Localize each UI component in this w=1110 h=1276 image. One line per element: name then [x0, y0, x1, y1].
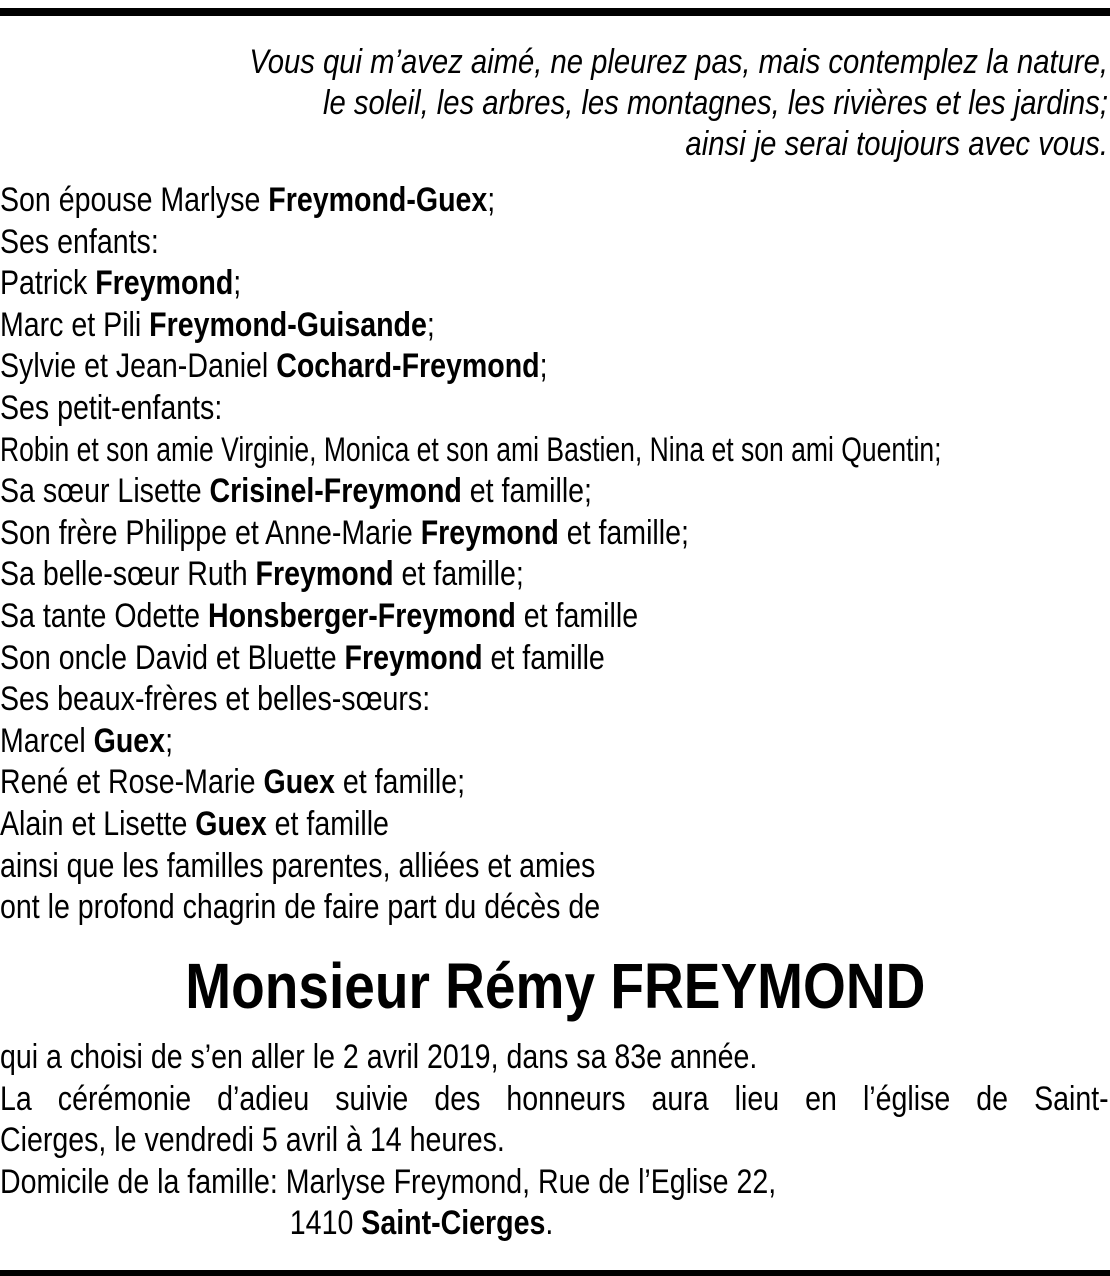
- details-word: Saint-: [1034, 1079, 1109, 1118]
- details-line: [0, 1079, 1109, 1121]
- details-word: honneurs: [506, 1079, 626, 1118]
- family-line: Robin et son amie Virginie, Monica et son ami Bastien, Nina et son ami Quentin;: [0, 430, 942, 469]
- details-word: l’église: [862, 1079, 951, 1118]
- family-line: Marcel Guex;: [0, 721, 174, 760]
- details-word: en: [805, 1079, 837, 1118]
- family-line: Ses enfants:: [0, 222, 159, 261]
- family-line: Sa belle-sœur Ruth Freymond et famille;: [0, 555, 524, 594]
- family-line: René et Rose-Marie Guex et famille;: [0, 763, 466, 802]
- quote-line: Vous qui m’avez aimé, ne pleurez pas, mais contemplez la nature,: [249, 43, 1108, 81]
- details-word: des: [434, 1079, 481, 1118]
- family-line: ont le profond chagrin de faire part du décès de: [0, 888, 601, 927]
- family-line: Sa tante Odette Honsberger-Freymond et famille: [0, 596, 639, 635]
- family-line: Alain et Lisette Guex et famille: [0, 804, 389, 843]
- family-line: Ses petit-enfants:: [0, 388, 223, 427]
- quote-line: le soleil, les arbres, les montagnes, les rivières et les jardins;: [323, 84, 1108, 122]
- details-line: Domicile de la famille: Marlyse Freymond, Rue de l’Eglise 22,: [0, 1162, 777, 1201]
- quote-line: ainsi je serai toujours avec vous.: [685, 125, 1108, 163]
- details-word: suivie: [335, 1079, 409, 1118]
- family-line: Sylvie et Jean-Daniel Cochard-Freymond;: [0, 347, 548, 386]
- top-rule: [0, 8, 1110, 16]
- family-line: Sa sœur Lisette Crisinel-Freymond et famille;: [0, 472, 593, 511]
- family-line: Marc et Pili Freymond-Guisande;: [0, 305, 435, 344]
- family-line: Ses beaux-frères et belles-sœurs:: [0, 680, 431, 719]
- ceremony-details: [0, 1037, 1110, 1245]
- deceased-name-text: Monsieur Rémy FREYMOND: [184, 950, 926, 1022]
- details-word: d’adieu: [217, 1079, 310, 1118]
- family-line: ainsi que les familles parentes, alliées et amies: [0, 846, 596, 885]
- details-word: aura: [651, 1079, 709, 1118]
- postcode: 1410: [289, 1204, 362, 1243]
- family-list: [0, 180, 1110, 929]
- details-word: de: [976, 1079, 1009, 1118]
- details-line: Cierges, le vendredi 5 avril à 14 heures.: [0, 1121, 505, 1160]
- details-word: cérémonie: [57, 1079, 192, 1118]
- details-word: lieu: [734, 1079, 780, 1118]
- family-line: Son oncle David et Bluette Freymond et famille: [0, 638, 605, 677]
- deceased-name: [0, 950, 1110, 1022]
- town: Saint-Cierges: [361, 1204, 546, 1243]
- details-word: La: [0, 1079, 32, 1118]
- epitaph-quote: [157, 42, 1108, 165]
- bottom-rule: [0, 1270, 1110, 1276]
- family-line: Son épouse Marlyse Freymond-Guex;: [0, 181, 496, 219]
- family-line: Patrick Freymond;: [0, 264, 242, 303]
- address-line: 1410 Saint-Cierges.: [289, 1204, 554, 1243]
- details-line: qui a choisi de s’en aller le 2 avril 2019, dans sa 83e année.: [0, 1038, 758, 1076]
- family-line: Son frère Philippe et Anne-Marie Freymond et famille;: [0, 513, 689, 552]
